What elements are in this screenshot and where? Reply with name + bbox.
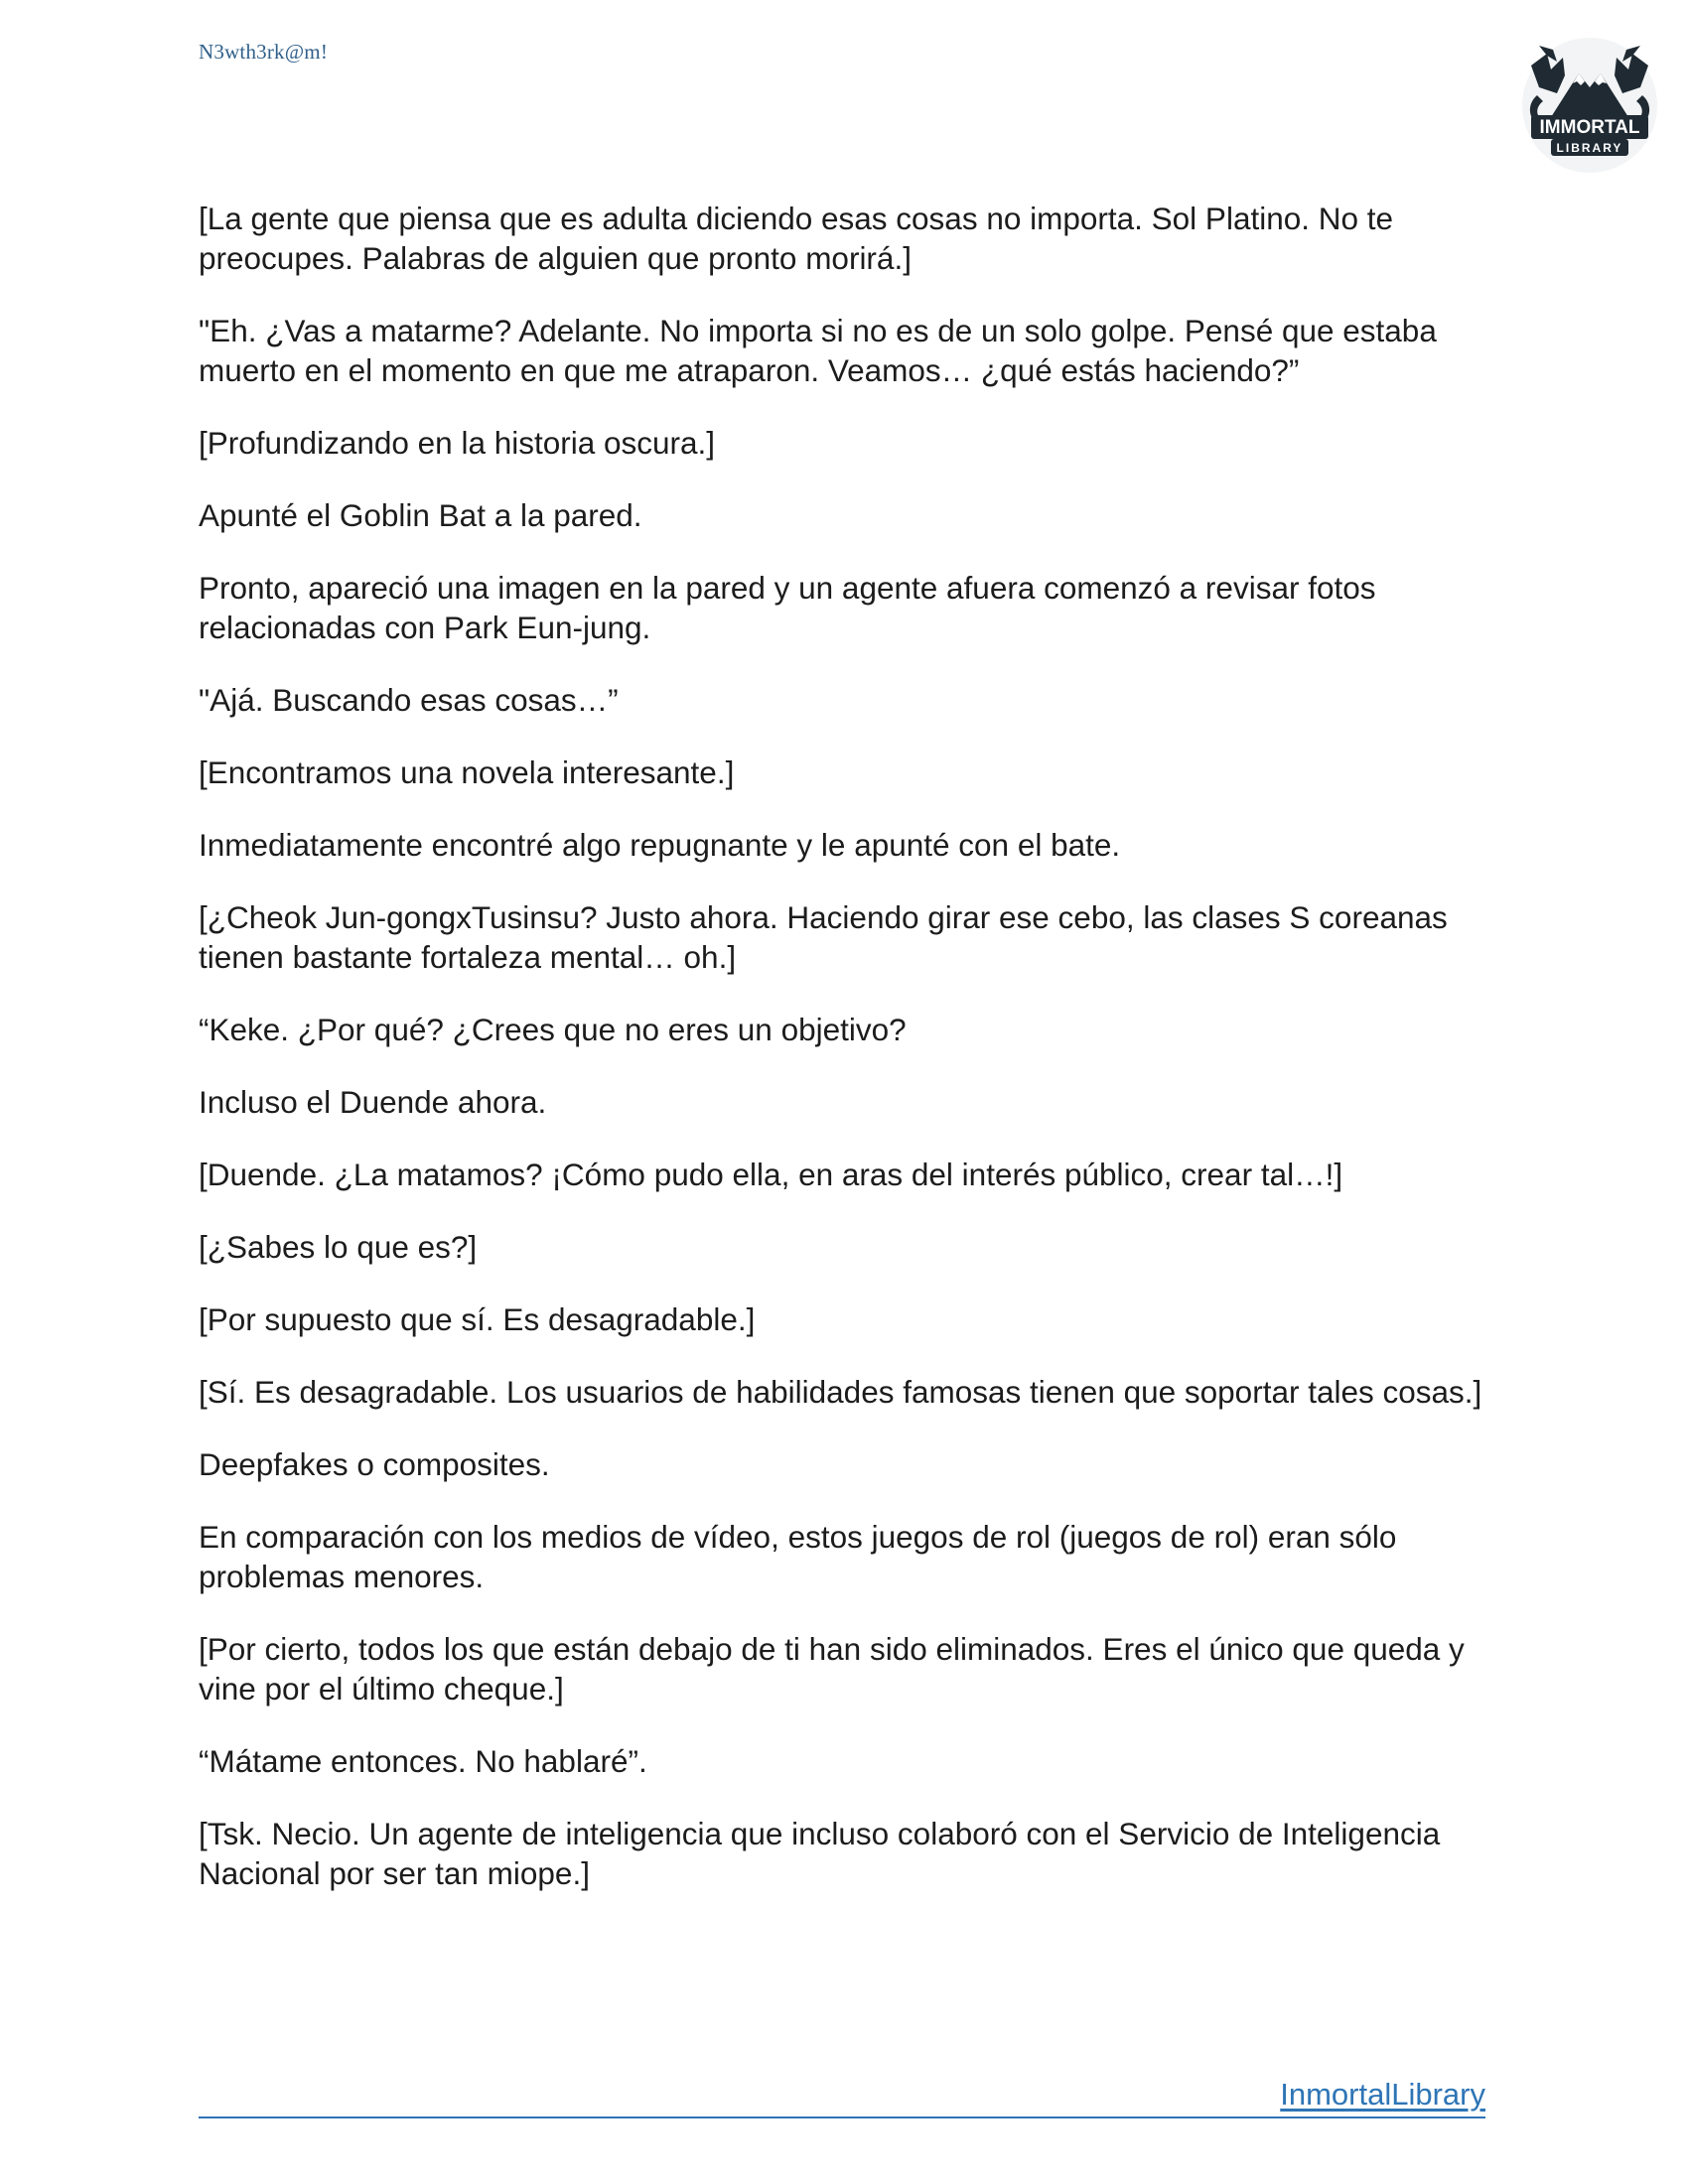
paragraph: Incluso el Duende ahora. [199, 1084, 547, 1120]
paragraph: "Eh. ¿Vas a matarme? Adelante. No importa si no es de un solo golpe. Pensé que estaba muerto en el momento en que me atraparon. Veamos… ¿qué estás haciendo?” [199, 313, 1437, 388]
paragraph: [Por cierto, todos los que están debajo de ti han sido eliminados. Eres el único que queda y vine por el último cheque.] [199, 1631, 1465, 1706]
paragraph: Apunté el Goblin Bat a la pared. [199, 497, 642, 533]
paragraph: Pronto, apareció una imagen en la pared y un agente afuera comenzó a revisar fotos relacionadas con Park Eun-jung. [199, 570, 1376, 645]
immortal-library-logo [1517, 36, 1662, 175]
paragraph: [Tsk. Necio. Un agente de inteligencia que incluso colaboró con el Servicio de Inteligencia Nacional por ser tan miope.] [199, 1816, 1441, 1891]
paragraph: Inmediatamente encontré algo repugnante y le apunté con el bate. [199, 827, 1121, 863]
paragraph: Deepfakes o composites. [199, 1446, 550, 1482]
paragraph: [¿Sabes lo que es?] [199, 1229, 478, 1265]
paragraph: [Encontramos una novela interesante.] [199, 754, 735, 790]
paragraph: [La gente que piensa que es adulta diciendo esas cosas no importa. Sol Platino. No te preocupes. Palabras de alguien que pronto morirá.] [199, 201, 1394, 276]
footer-link[interactable]: InmortalLibrary [1280, 2077, 1485, 2112]
paragraph: "Ajá. Buscando esas cosas…” [199, 682, 619, 718]
paragraph: [Duende. ¿La matamos? ¡Cómo pudo ella, en aras del interés público, crear tal…!] [199, 1157, 1343, 1192]
logo-line1: IMMORTAL [1539, 117, 1640, 138]
paragraph: “Keke. ¿Por qué? ¿Crees que no eres un objetivo? [199, 1012, 907, 1047]
paragraph: En comparación con los medios de vídeo, estos juegos de rol (juegos de rol) eran sólo problemas menores. [199, 1519, 1397, 1594]
footer-rule [199, 2116, 1485, 2118]
header-handle: N3wth3rk@m! [199, 40, 329, 64]
paragraph: [Profundizando en la historia oscura.] [199, 425, 716, 461]
logo-line2: LIBRARY [1556, 141, 1623, 155]
paragraph: [Por supuesto que sí. Es desagradable.] [199, 1301, 756, 1337]
paragraph: [¿Cheok Jun-gongxTusinsu? Justo ahora. Haciendo girar ese cebo, las clases S coreanas tienen bastante fortaleza mental… oh.] [199, 899, 1448, 975]
chapter-text [199, 199, 1489, 1926]
paragraph: [Sí. Es desagradable. Los usuarios de habilidades famosas tienen que soportar tales cosas.] [199, 1374, 1482, 1410]
paragraph: “Mátame entonces. No hablaré”. [199, 1743, 647, 1779]
